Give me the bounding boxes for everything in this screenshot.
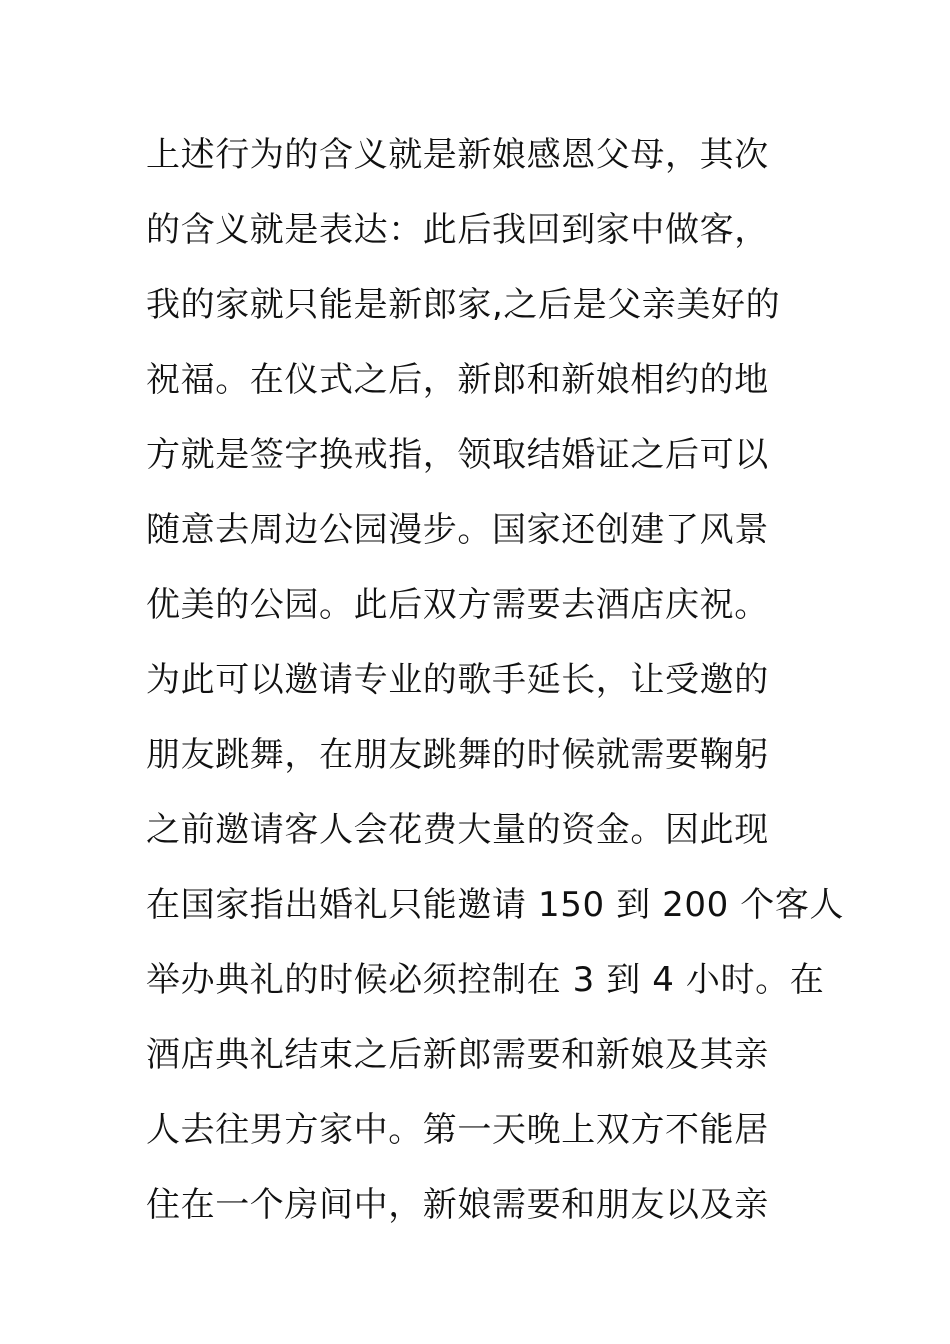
text-line: 随意去周边公园漫步。国家还创建了风景 [146,510,769,550]
text-line: 优美的公园。此后双方需要去酒店庆祝。 [146,585,769,625]
text-line: 祝福。在仪式之后，新郎和新娘相约的地 [146,360,769,400]
text-line: 人去往男方家中。第一天晚上双方不能居 [146,1110,769,1150]
text-line: 举办典礼的时候必须控制在 3 到 4 小时。在 [146,960,825,1000]
text-line: 住在一个房间中，新娘需要和朋友以及亲 [146,1185,769,1225]
text-line: 朋友跳舞，在朋友跳舞的时候就需要鞠躬 [146,735,769,775]
text-line: 方就是签字换戒指，领取结婚证之后可以 [146,435,769,475]
text-line: 在国家指出婚礼只能邀请 150 到 200 个客人 [146,885,845,925]
text-line: 之前邀请客人会花费大量的资金。因此现 [146,810,769,850]
text-line: 酒店典礼结束之后新郎需要和新娘及其亲 [146,1035,769,1075]
text-line: 我的家就只能是新郎家,之后是父亲美好的 [146,285,781,325]
text-line: 的含义就是表达：此后我回到家中做客， [146,210,769,250]
text-line: 上述行为的含义就是新娘感恩父母，其次 [146,135,769,175]
body-text [146,120,845,1245]
text-line: 为此可以邀请专业的歌手延长，让受邀的 [146,660,769,700]
